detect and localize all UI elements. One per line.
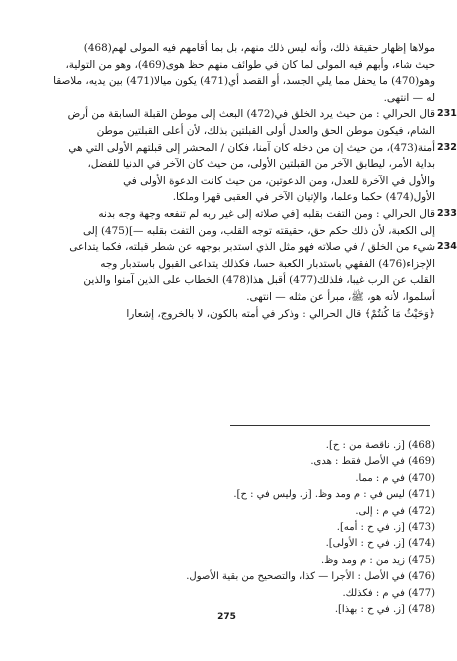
- line-text: بداية الأمر، ليطابق الآخر من القبلتين الأولى، من حيث كان الآخر في الدنيا للفضل،: [87, 158, 435, 171]
- text-line: [18, 206, 457, 223]
- footnote: (474) [ز. في ح : الأولى].: [325, 538, 435, 550]
- text-line: [18, 123, 435, 140]
- text-line: [18, 57, 435, 74]
- line-text: مولاها إظهار حقيقة ذلك، وأنه ليس ذلك منهم، بل بما أقامهم فيه المولى لهم(468): [83, 42, 435, 54]
- text-line: [18, 173, 435, 190]
- line-text: ﴿وَحَيْثُ مَا كُنتُمْ﴾ قال الحرالي : وذكر في أمته بالكون، لا بالخروج، إشعارا: [126, 307, 435, 320]
- line-text: قال الحرالي : من حيث يرد الخلق في(472) البعث إلى موطن القبلة السابقة من أرض: [67, 108, 435, 121]
- paragraph-number: 234: [437, 241, 457, 253]
- line-text: أمنة(473)، من حيث إن من دخله كان آمنا، فكان / المحشر إلى قبلتهم الأولى التي هي: [68, 141, 435, 154]
- footnotes: [120, 438, 435, 618]
- paragraph-number: 231: [437, 108, 457, 120]
- line-text: القلب عن الرب غيبا، فلذلك(477) أقبل هذا(478) الخطاب على الذين آمنوا والذين: [83, 274, 435, 287]
- line-text: له — انتهى.: [383, 91, 435, 104]
- footnote-separator: [230, 425, 430, 426]
- line-text: الإجزاء(476) الفقهي باستدبار الكعبة حسا، فكذلك يتداعى القبول باستدبار وجه: [100, 257, 435, 270]
- text-line: [18, 239, 457, 256]
- text-line: [18, 106, 457, 123]
- text-line: [18, 189, 435, 206]
- text-line: [18, 272, 435, 289]
- text-line: [18, 256, 435, 273]
- footnote: (473) [ز. في ح : أمه].: [336, 522, 435, 534]
- line-text: الأول(474) حكما وعلما، والإتيان الآخر في العقبى قهرا وملكا.: [172, 191, 435, 204]
- footnote: (477) في م : فكذلك.: [342, 587, 435, 599]
- main-text: [18, 40, 457, 322]
- paragraph-number: 232: [437, 141, 457, 153]
- line-text: قال الحرالي : ومن التفت بقلبه [في صلاته إلى غير ربه لم تنفعه وجهة وجه بدنه: [98, 207, 435, 220]
- text-line: [18, 306, 435, 323]
- text-line: [18, 90, 435, 107]
- footnote: (468) [ز. ناقصة من : ح].: [325, 440, 435, 451]
- footnote: (471) ليس في : م ومد وظ. [ز. وليس في : ح].: [233, 489, 435, 501]
- line-text: والأول في الآخرة للعدل، ومن الدعوتين، من حيث كانت الدعوة الأولى في: [123, 174, 435, 187]
- line-text: حيث شاء، وأبهم فيه المولى لما كان في طوائف منهم حظ هوى(469)، وهو من التولية،: [65, 58, 435, 71]
- text-line: [18, 40, 435, 57]
- footnote: (472) في م : إلى.: [355, 505, 435, 517]
- paragraph-number: 233: [437, 207, 457, 219]
- footnote: (478) [ز. في ح : بهذا].: [334, 604, 435, 616]
- text-line: [18, 223, 435, 240]
- line-text: إلى الكعبة، لأن ذلك حكم حق، حقيقته توجه القلب، ومن التفت بقلبه —](475) إلى: [82, 224, 435, 237]
- footnote: (470) في م : مما.: [355, 472, 435, 484]
- footnote: (469) في الأصل فقط : هدى.: [310, 456, 435, 468]
- footnote: (475) زيد من : م ومد وظ.: [320, 554, 435, 566]
- line-text: شيء من الخلق / في صلاته فهو مثل الذي استدبر بوجهه عن شطر قبلته، فكما يتداعى: [69, 241, 435, 254]
- text-line: [18, 156, 435, 173]
- line-text: الشام، فيكون موطن الحق والعدل أولى القبلتين بذلك، لأن أعلى القبلتين موطن: [96, 124, 435, 137]
- page-number: 275: [217, 612, 236, 622]
- text-line: [18, 140, 457, 157]
- text-line: [18, 289, 435, 306]
- footnote: (476) في الأصل : الأجرا — كذا، والتصحيح من بقية الأصول.: [186, 571, 435, 583]
- text-line: [18, 73, 435, 90]
- line-text: وهو(470) ما يحفل مما يلي الجسد، أو القصد أي(471) يكون ميالا(471) بين يديه، ملاصقا: [53, 75, 435, 88]
- line-text: أسلموا، لأنه هو، ﷺ، مبرأ عن مثله — انتهى.: [246, 290, 435, 303]
